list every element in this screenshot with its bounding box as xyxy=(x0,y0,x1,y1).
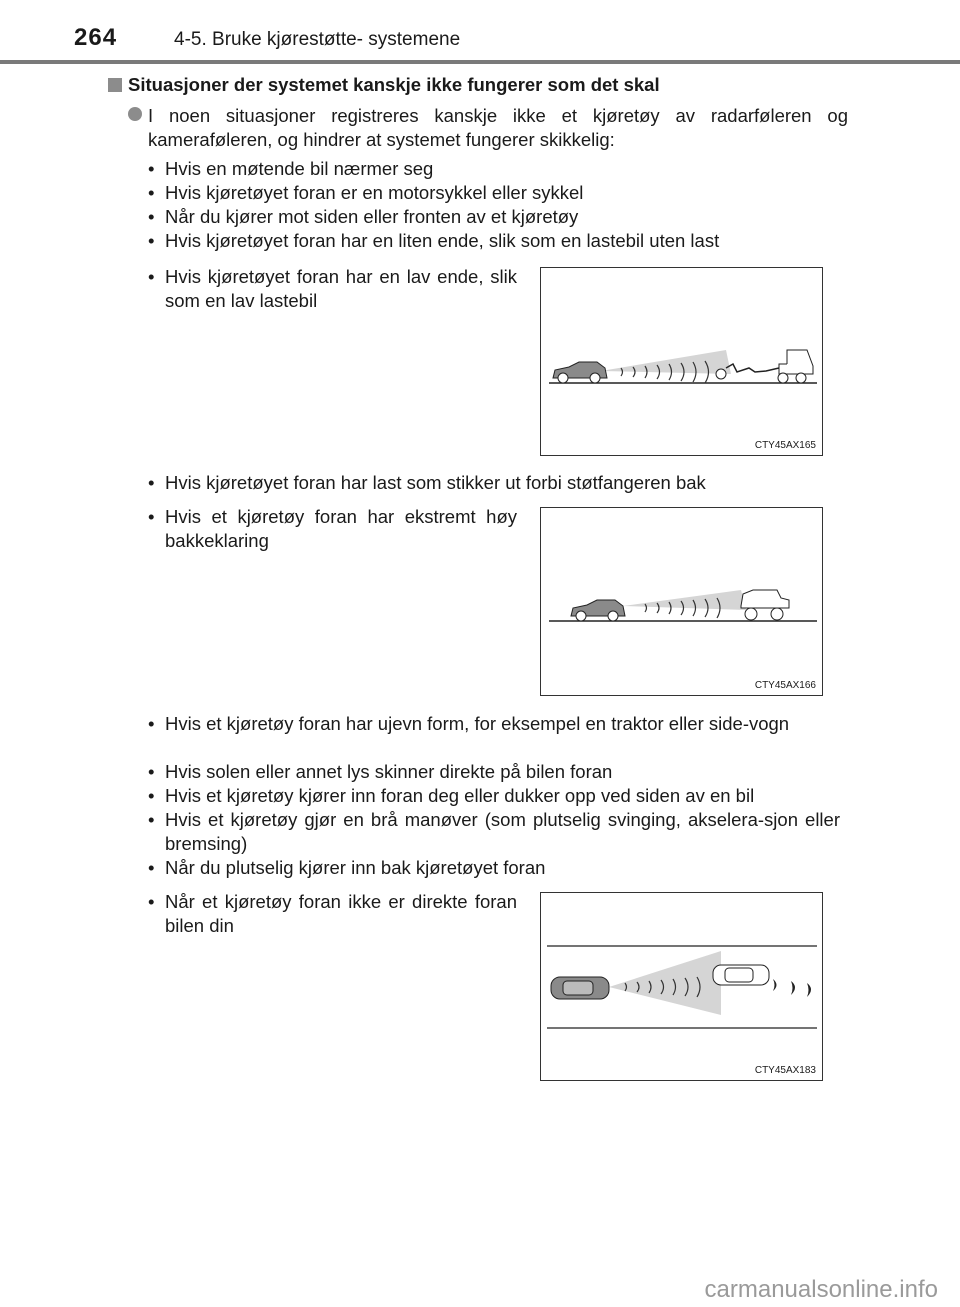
header-rule xyxy=(0,60,960,64)
section-heading-text: Situasjoner der systemet kanskje ikke fungerer som det skal xyxy=(128,74,660,95)
list-item: • Når et kjøretøy foran ikke er direkte foran bilen din xyxy=(148,890,517,938)
figure-low-truck xyxy=(540,267,823,456)
list-item: • Hvis kjøretøyet foran har en lav ende, slik som en lav lastebil xyxy=(148,265,517,313)
offset-vehicle-illustration xyxy=(541,893,822,1080)
list-item: • Når du plutselig kjører inn bak kjøretøyet foran xyxy=(148,856,545,880)
figure-high-clearance xyxy=(540,507,823,696)
list-item: • Hvis kjøretøyet foran er en motorsykkel eller sykkel xyxy=(148,181,583,205)
list-item: • Hvis solen eller annet lys skinner direkte på bilen foran xyxy=(148,760,612,784)
footer-watermark: carmanualsonline.info xyxy=(704,1276,938,1303)
round-bullet-icon xyxy=(128,107,142,121)
list-item: • Hvis kjøretøyet foran har en liten ende, slik som en lastebil uten last xyxy=(148,229,719,253)
list-item: • Når du kjører mot siden eller fronten av et kjøretøy xyxy=(148,205,578,229)
section-heading xyxy=(108,74,660,96)
list-item: • Hvis et kjøretøy foran har ujevn form, for eksempel en traktor eller side-vogn xyxy=(148,712,840,736)
page-number: 264 xyxy=(74,24,118,51)
figure-code: CTY45AX165 xyxy=(754,440,816,451)
chapter-title: 4-5. Bruke kjørestøtte- systemene xyxy=(174,29,461,50)
list-item: • Hvis et kjøretøy gjør en brå manøver (som plutselig svinging, akselera-sjon eller bremsing) xyxy=(148,808,840,856)
list-item: • Hvis kjøretøyet foran har last som stikker ut forbi støtfangeren bak xyxy=(148,471,706,495)
figure-code: CTY45AX166 xyxy=(754,680,816,691)
list-item: • Hvis et kjøretøy kjører inn foran deg eller dukker opp ved siden av en bil xyxy=(148,784,754,808)
square-bullet-icon xyxy=(108,78,122,92)
figure-code: CTY45AX183 xyxy=(754,1065,816,1076)
list-item: • Hvis en møtende bil nærmer seg xyxy=(148,157,433,181)
low-truck-illustration xyxy=(541,268,822,455)
intro-paragraph: I noen situasjoner registreres kanskje ikke et kjøretøy av radarføleren og kameraføleren, og hindrer at systemet fungerer skikkelig: xyxy=(148,105,848,150)
high-clearance-illustration xyxy=(541,508,822,695)
list-item: • Hvis et kjøretøy foran har ekstremt høy bakkeklaring xyxy=(148,505,517,553)
figure-offset-vehicle xyxy=(540,892,823,1081)
